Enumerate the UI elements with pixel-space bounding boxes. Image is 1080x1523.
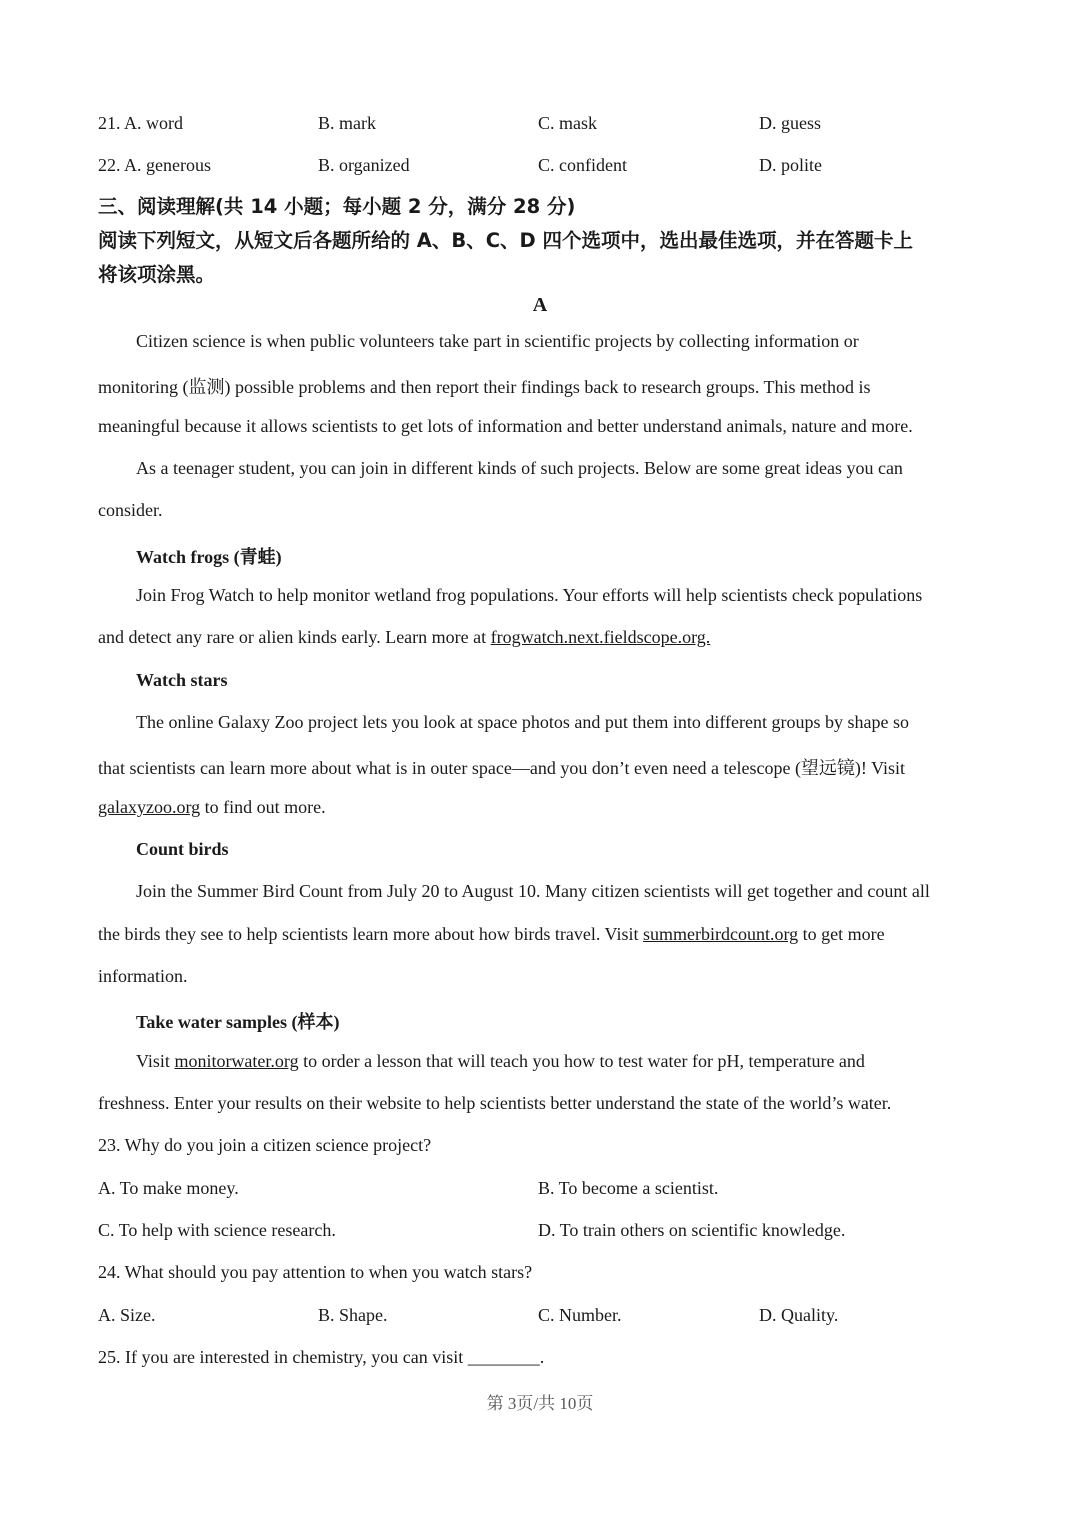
frogs-line2-text: and detect any rare or alien kinds early. Learn more at	[98, 627, 491, 647]
q21-option-b: B. mark	[318, 113, 376, 133]
birds-title: Count birds	[136, 839, 229, 859]
q23-option-a: A. To make money.	[98, 1178, 239, 1198]
intro-p1-line1: Citizen science is when public volunteers take part in scientific projects by collecting information or	[136, 331, 859, 351]
q23-option-b: B. To become a scientist.	[538, 1178, 719, 1198]
stars-line3	[98, 797, 326, 818]
page-footer: 第 3页/共 10页	[486, 1394, 594, 1413]
q24-option-c: C. Number.	[538, 1305, 622, 1325]
q21-option-d: D. guess	[759, 113, 821, 133]
water-line2: freshness. Enter your results on their website to help scientists better understand the state of the world’s water.	[98, 1093, 892, 1113]
frogs-line2	[98, 627, 710, 648]
section-title: 三、阅读理解(共 14 小题；每小题 2 分，满分 28 分)	[98, 195, 576, 218]
monitorwater-link[interactable]: monitorwater.org	[174, 1051, 299, 1071]
q21-option-a: 21. A. word	[98, 113, 183, 133]
q23-stem: 23. Why do you join a citizen science project?	[98, 1135, 432, 1155]
stars-line3-text: to find out more.	[200, 797, 326, 817]
birds-line2-post: to get more	[798, 924, 885, 944]
summerbirdcount-link[interactable]: summerbirdcount.org	[642, 924, 799, 944]
instruction-line-2: 将该项涂黑。	[98, 263, 216, 286]
frogs-title: Watch frogs (青蛙)	[136, 547, 282, 567]
stars-title: Watch stars	[136, 670, 228, 690]
question-21-options	[98, 113, 998, 139]
q24-option-a: A. Size.	[98, 1305, 156, 1325]
water-line1-pre: Visit	[136, 1051, 175, 1071]
birds-line2	[98, 924, 885, 945]
question-23-options-row1	[98, 1178, 998, 1204]
q22-option-c: C. confident	[538, 155, 627, 175]
galaxyzoo-link[interactable]: galaxyzoo.org	[98, 797, 201, 817]
q24-option-d: D. Quality.	[759, 1305, 839, 1325]
q24-stem: 24. What should you pay attention to when you watch stars?	[98, 1262, 533, 1282]
q23-option-c: C. To help with science research.	[98, 1220, 336, 1240]
q24-option-b: B. Shape.	[318, 1305, 388, 1325]
q22-option-a: 22. A. generous	[98, 155, 211, 175]
q22-option-d: D. polite	[759, 155, 822, 175]
intro-p1-line2: monitoring (监测) possible problems and then report their findings back to research groups. This method is	[98, 377, 871, 397]
q25-stem: 25. If you are interested in chemistry, you can visit ________.	[98, 1347, 545, 1367]
q21-option-c: C. mask	[538, 113, 598, 133]
intro-p1-line3: meaningful because it allows scientists to get lots of information and better understand animals, nature and more.	[98, 416, 913, 436]
birds-line1: Join the Summer Bird Count from July 20 to August 10. Many citizen scientists will get together and count all	[136, 881, 930, 901]
water-title: Take water samples (样本)	[136, 1012, 340, 1032]
passage-label: A	[532, 294, 548, 316]
q22-option-b: B. organized	[318, 155, 410, 175]
birds-line3: information.	[98, 966, 188, 986]
intro-p2-line2: consider.	[98, 500, 163, 520]
intro-p2-line1: As a teenager student, you can join in different kinds of such projects. Below are some great ideas you can	[136, 458, 903, 478]
stars-line2: that scientists can learn more about what is in outer space—and you don’t even need a telescope (望远镜)! Visit	[98, 758, 906, 778]
instruction-line-1: 阅读下列短文，从短文后各题所给的 A、B、C、D 四个选项中，选出最佳选项，并在答题卡上	[98, 229, 914, 252]
stars-line1: The online Galaxy Zoo project lets you look at space photos and put them into different groups by shape so	[136, 712, 909, 732]
water-line1-post: to order a lesson that will teach you how to test water for pH, temperature and	[298, 1051, 865, 1071]
question-24-options	[98, 1305, 998, 1331]
question-22-options	[98, 155, 998, 181]
water-line1	[136, 1051, 865, 1072]
q23-option-d: D. To train others on scientific knowledge.	[538, 1220, 846, 1240]
birds-line2-pre: the birds they see to help scientists learn more about how birds travel. Visit	[98, 924, 643, 944]
frogs-line1: Join Frog Watch to help monitor wetland frog populations. Your efforts will help scientists check populations	[136, 585, 923, 605]
frogwatch-link[interactable]: frogwatch.next.fieldscope.org.	[490, 627, 711, 647]
question-23-options-row2	[98, 1220, 998, 1246]
